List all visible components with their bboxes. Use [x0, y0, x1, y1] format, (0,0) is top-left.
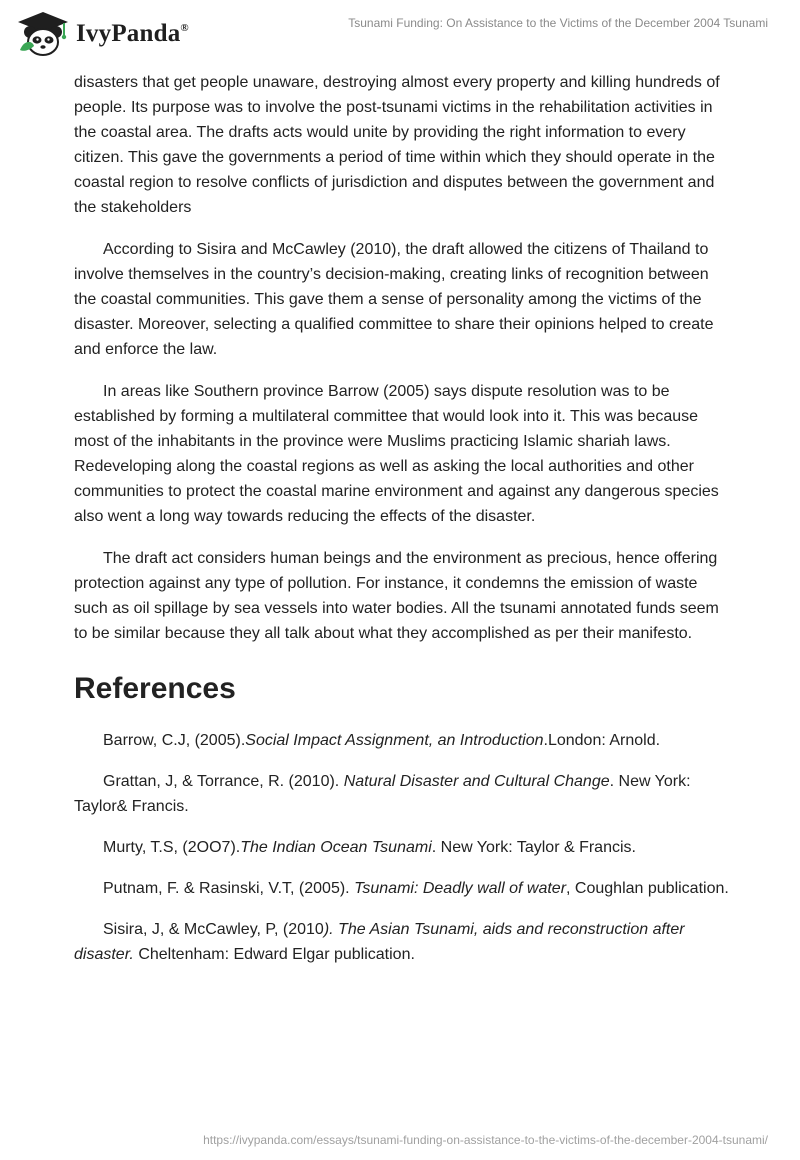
reference-item: Sisira, J, & McCawley, P, (2010). The Asian Tsunami, aids and reconstruction after disaster. Cheltenham: Edward Elgar publication. — [74, 921, 685, 963]
paragraph-4: The draft act considers human beings and the environment as precious, hence offering protection against any type of pollution. For instance, it condemns the emission of waste such as oil spillage by sea vessels into water bodies. All the tsunami annotated funds seem to be similar because they all talk about what they accomplished as per their manifesto. — [74, 550, 719, 642]
brand-name: IvyPanda® — [76, 20, 189, 47]
paragraph-2: According to Sisira and McCawley (2010), the draft allowed the citizens of Thailand to involve themselves in the country’s decision-making, creating links of recognition between the coastal communities. This gave them a sense of personality among the victims of the disaster. Moreover, selecting a qualified committee to share their opinions helped to create and enforce the law. — [74, 241, 714, 358]
source-url-link[interactable]: https://ivypanda.com/essays/tsunami-funding-on-assistance-to-the-victims-of-the-december-2004-tsunami/ — [203, 1133, 768, 1147]
references-heading: References — [74, 672, 236, 705]
reference-item: Putnam, F. & Rasinski, V.T, (2005). Tsunami: Deadly wall of water, Coughlan publication. — [103, 880, 729, 897]
paragraph-1: disasters that get people unaware, destroying almost every property and killing hundreds of people. Its purpose was to involve the post-tsunami victims in the rehabilitation activities in the coastal area. The drafts acts would unite by providing the right information to every citizen. This gave the governments a period of time within which they should operate in the coastal region to resolve conflicts of jurisdiction and disputes between the government and the stakeholders — [74, 74, 720, 216]
reference-item: Grattan, J, & Torrance, R. (2010). Natural Disaster and Cultural Change. New York: Taylor& Francis. — [74, 773, 691, 815]
panda-graduate-icon — [14, 10, 72, 58]
document-title: Tsunami Funding: On Assistance to the Victims of the December 2004 Tsunami — [348, 16, 768, 30]
ivypanda-logo[interactable] — [14, 10, 189, 58]
paragraph-3: In areas like Southern province Barrow (2005) says dispute resolution was to be established by forming a multilateral committee that would look into it. This was because most of the inhabitants in the province were Muslims practicing Islamic shariah laws. Redeveloping along the coastal regions as well as asking the local authorities and other communities to protect the coastal marine environment and against any dangerous species also went a long way towards reducing the effects of the disaster. — [74, 383, 719, 525]
reference-item: Murty, T.S, (2OO7).The Indian Ocean Tsunami. New York: Taylor & Francis. — [103, 839, 636, 856]
reference-item: Barrow, C.J, (2005).Social Impact Assignment, an Introduction.London: Arnold. — [103, 732, 661, 749]
document-body — [74, 70, 734, 983]
